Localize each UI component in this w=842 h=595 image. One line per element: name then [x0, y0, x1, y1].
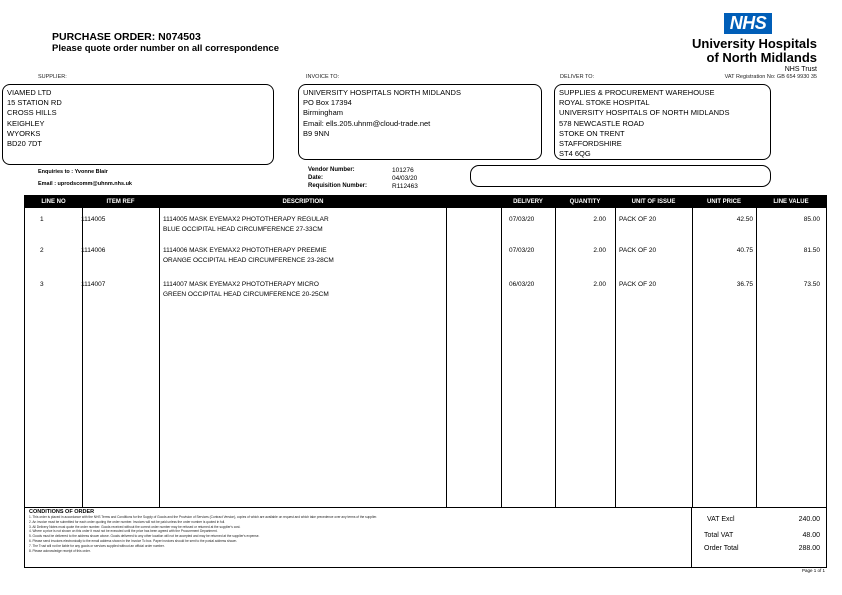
row-item-ref: 1114007 — [81, 281, 106, 288]
column-divider — [756, 196, 757, 507]
row-quantity: 2.00 — [593, 247, 606, 254]
totals-divider — [691, 508, 692, 567]
row-delivery: 06/03/20 — [509, 281, 535, 288]
items-table — [24, 195, 827, 508]
condition-line: 2. An invoice must be submitted for each order quoting the order number. Invoices will not be paid unless the order number is quoted in full. — [29, 519, 226, 524]
row-unit-price: 40.75 — [736, 247, 753, 254]
row-unit-of-issue: PACK OF 20 — [619, 216, 657, 223]
supplier-line: VIAMED LTD — [7, 88, 52, 97]
header-quantity: QUANTITY — [569, 199, 601, 205]
nhs-logo: NHS — [724, 13, 772, 34]
document-subtitle: Please quote order number on all correspondence — [52, 43, 280, 54]
condition-line: 1. This order is placed in accordance with the NHS Terms and Conditions for the Supply of Goods and the Provision of Services (Contract Version), copies of which are available on request and which take precedence over any terms of the supplier. — [29, 515, 378, 519]
column-divider — [615, 196, 616, 507]
enquiries-email: Email : uprodscomm@uhnm.nhs.uk — [38, 181, 132, 187]
order-total-value: 288.00 — [798, 545, 820, 552]
condition-line: 3. All Delivery Notes must quote the order number. Goods received without the correct order number may be refused or returned at the supplier's cost. — [29, 524, 241, 529]
conditions-title: CONDITIONS OF ORDER — [29, 509, 95, 515]
vat-excl-label: VAT Excl — [707, 516, 735, 523]
vendor-number-value: 101276 — [392, 167, 414, 174]
row-description-line2: ORANGE OCCIPITAL HEAD CIRCUMFERENCE 23-28CM — [163, 257, 334, 264]
row-line-value: 81.50 — [803, 247, 820, 254]
header-unit-price: UNIT PRICE — [706, 199, 741, 205]
notes-box — [470, 165, 771, 187]
row-quantity: 2.00 — [593, 216, 606, 223]
row-unit-price: 42.50 — [736, 216, 753, 223]
deliver-line: STAFFORDSHIRE — [559, 139, 622, 149]
org-name-line1: University Hospitals — [692, 36, 817, 51]
supplier-line: WYORKS — [7, 128, 41, 138]
org-name-line3: NHS Trust — [784, 66, 817, 73]
row-description-line1: 1114006 MASK EYEMAX2 PHOTOTHERAPY PREEMIE — [163, 247, 327, 254]
header-unit-of-issue: UNIT OF ISSUE — [631, 199, 676, 205]
row-unit-of-issue: PACK OF 20 — [619, 281, 657, 288]
invoice-line: UNIVERSITY HOSPITALS NORTH MIDLANDS — [303, 88, 461, 97]
condition-line: 7. The Trust will not be liable for any goods or services supplied without an official order number. — [29, 543, 165, 548]
deliver-line: SUPPLIES & PROCUREMENT WAREHOUSE — [559, 88, 715, 97]
invoice-line: Birmingham — [303, 108, 344, 118]
supplier-line: KEIGHLEY — [7, 118, 45, 128]
column-divider — [446, 196, 447, 507]
condition-line: 4. Where a price is not shown on this order it must not be executed until the price has been agreed with the Procurement Department. — [29, 529, 218, 534]
invoice-to-box — [298, 84, 542, 160]
total-vat-label: Total VAT — [704, 532, 734, 539]
invoice-line: Email: ells.205.uhnm@cloud-trade.net — [303, 118, 431, 128]
enquiries-contact: Enquiries to : Yvonne Blair — [38, 169, 108, 175]
vendor-number-label: Vendor Number: — [308, 167, 355, 173]
header-line-no: LINE NO — [41, 199, 66, 205]
requisition-number-value: R112463 — [392, 183, 418, 190]
conditions-of-order — [29, 509, 709, 565]
deliver-line: UNIVERSITY HOSPITALS OF NORTH MIDLANDS — [559, 108, 730, 118]
supplier-line: 15 STATION RD — [7, 98, 62, 108]
header-line-value: LINE VALUE — [773, 199, 809, 205]
date-value: 04/03/20 — [392, 175, 418, 182]
supplier-label: SUPPLIER: — [38, 74, 67, 80]
page-number: Page 1 of 1 — [801, 568, 825, 573]
table-header — [25, 196, 826, 208]
invoice-line: PO Box 17394 — [303, 98, 352, 108]
header-item-ref: ITEM REF — [106, 199, 135, 205]
column-divider — [692, 196, 693, 507]
deliver-line: 578 NEWCASTLE ROAD — [559, 118, 645, 128]
vat-registration: VAT Registration No: GB 654 9930 35 — [724, 74, 817, 80]
column-divider — [82, 196, 83, 507]
deliver-line: ROYAL STOKE HOSPITAL — [559, 98, 650, 108]
row-line-no: 3 — [40, 281, 44, 288]
deliver-to-label: DELIVER TO: — [560, 74, 595, 80]
order-footer — [24, 508, 827, 568]
row-item-ref: 1114005 — [81, 216, 106, 223]
row-item-ref: 1114006 — [81, 247, 106, 254]
header-description: DESCRIPTION — [282, 199, 324, 205]
supplier-box — [2, 84, 274, 165]
vat-excl-value: 240.00 — [798, 516, 820, 523]
row-description-line2: BLUE OCCIPITAL HEAD CIRCUMFERENCE 27-33CM — [163, 226, 323, 233]
deliver-line: ST4 6QG — [559, 149, 591, 159]
date-label: Date: — [308, 175, 324, 181]
header-delivery: DELIVERY — [513, 199, 543, 205]
row-line-no: 2 — [40, 247, 44, 254]
supplier-line: BD20 7DT — [7, 139, 43, 149]
column-divider — [501, 196, 502, 507]
row-unit-price: 36.75 — [736, 281, 753, 288]
invoice-to-label: INVOICE TO: — [306, 74, 340, 80]
column-divider — [555, 196, 556, 507]
org-name-line2: of North Midlands — [706, 50, 817, 65]
requisition-number-label: Requisition Number: — [308, 183, 368, 189]
row-delivery: 07/03/20 — [509, 247, 535, 254]
row-quantity: 2.00 — [593, 281, 606, 288]
row-delivery: 07/03/20 — [509, 216, 535, 223]
row-line-value: 85.00 — [803, 216, 820, 223]
condition-line: 6. Please send invoices electronically to the email address shown in the Invoice To box. Paper invoices should be sent to the postal address shown. — [29, 538, 238, 543]
row-description-line1: 1114007 MASK EYEMAX2 PHOTOTHERAPY MICRO — [163, 281, 319, 288]
condition-line: 8. Please acknowledge receipt of this order. — [29, 548, 91, 553]
condition-line: 5. Goods must be delivered to the address shown above. Goods delivered to any other location will not be accepted and may be returned at the supplier's expense. — [29, 534, 260, 539]
row-line-value: 73.50 — [803, 281, 820, 288]
order-total-label: Order Total — [704, 545, 739, 552]
supplier-line: CROSS HILLS — [7, 108, 57, 118]
document-title: PURCHASE ORDER: N074503 — [52, 31, 201, 43]
column-divider — [159, 196, 160, 507]
row-line-no: 1 — [40, 216, 44, 223]
total-vat-value: 48.00 — [802, 532, 820, 539]
invoice-line: B9 9NN — [303, 128, 330, 138]
deliver-to-box — [554, 84, 771, 160]
deliver-line: STOKE ON TRENT — [559, 128, 625, 138]
row-description-line2: GREEN OCCIPITAL HEAD CIRCUMFERENCE 20-25CM — [163, 291, 329, 298]
row-description-line1: 1114005 MASK EYEMAX2 PHOTOTHERAPY REGULAR — [163, 216, 329, 223]
row-unit-of-issue: PACK OF 20 — [619, 247, 657, 254]
